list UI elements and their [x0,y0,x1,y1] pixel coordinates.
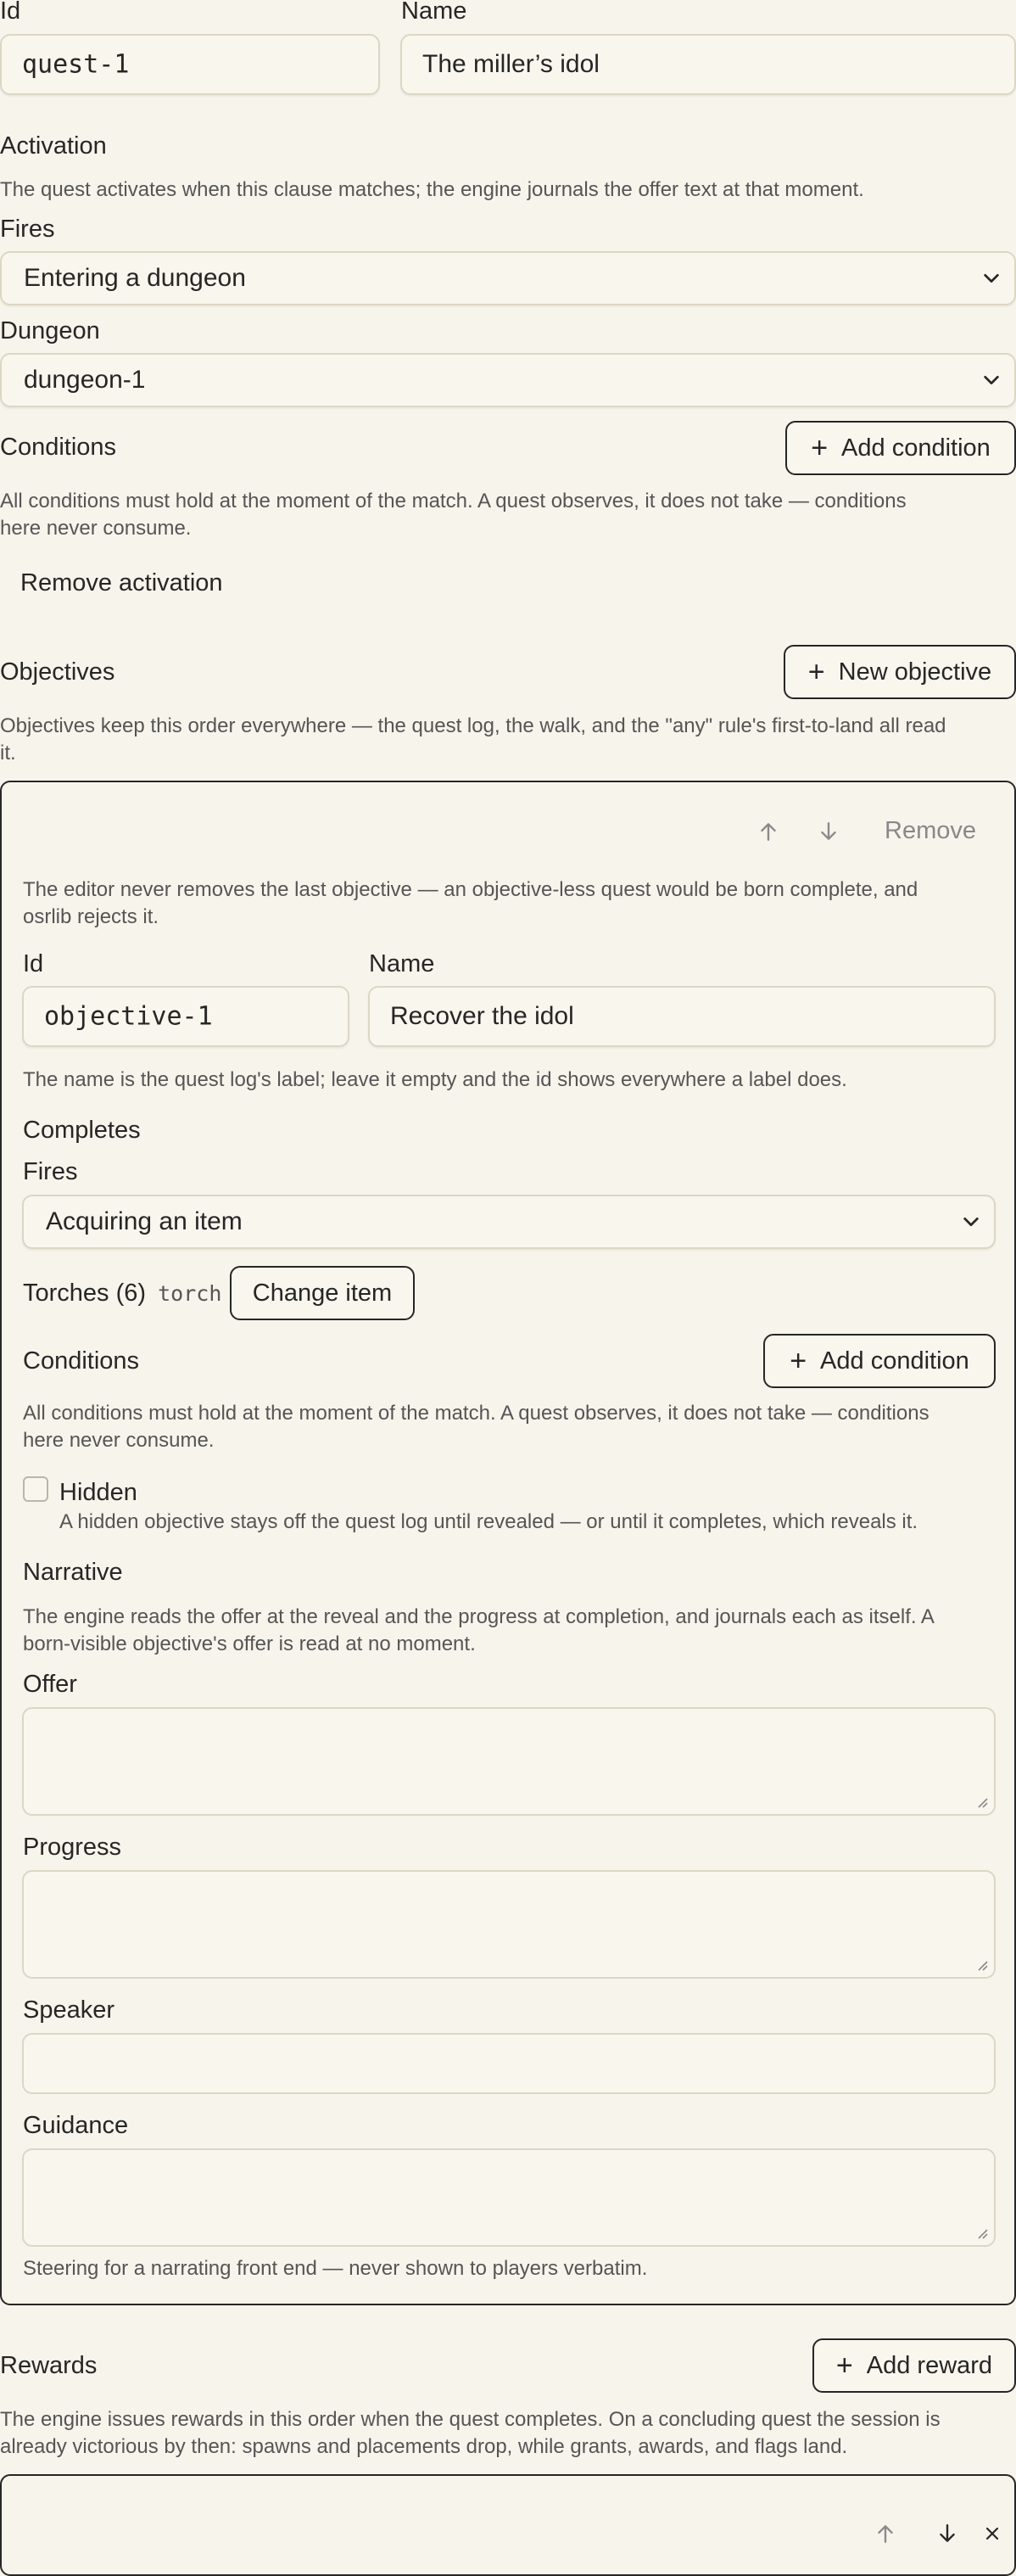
narrative-help-1: The engine reads the offer at the reveal and the progress at completion, and journals each as itself. A [23,1605,935,1628]
selected-item [23,1279,221,1308]
objective-add-condition-label: Add condition [820,1347,969,1375]
narrative-heading: Narrative [23,1559,123,1586]
objective-note-1: The editor never removes the last objective — an objective-less quest would be born complete, and [23,878,918,901]
speaker-label: Speaker [23,1996,115,2024]
objective-fires-select[interactable] [22,1195,996,1249]
activation-fires-value: Entering a dungeon [24,264,246,292]
guidance-textarea[interactable] [22,2148,996,2247]
objective-name-input[interactable] [368,986,996,1047]
selected-item-code: torch [158,1281,222,1306]
selected-item-label: Torches (6) [23,1280,147,1307]
objectives-heading: Objectives [0,658,115,686]
reward-remove-button[interactable] [975,2517,1009,2551]
rewards-help-1: The engine issues rewards in this order when the quest completes. On a concluding quest the session is [0,2408,941,2431]
plus-icon: + [811,432,829,464]
activation-fires-label: Fires [0,216,55,243]
plus-icon: + [807,656,825,688]
activation-conditions-help-1: All conditions must hold at the moment of the match. A quest observes, it does not take — conditions [0,490,907,512]
chevron-down-icon [962,1212,980,1231]
resize-grip-icon[interactable] [975,1958,989,1972]
activation-add-condition-button[interactable] [785,421,1016,475]
hidden-help: A hidden objective stays off the quest log until revealed — or until it completes, which reveals it. [59,1510,918,1533]
objective-card [0,781,1016,2305]
rewards-help-2: already victorious by then: spawns and placements drop, while grants, awards, and flags land. [0,2435,848,2458]
arrow-down-icon [936,2523,958,2545]
quest-name-input[interactable] [400,34,1016,95]
new-objective-button[interactable] [784,645,1016,699]
completes-heading: Completes [23,1117,141,1144]
objective-id-value: objective-1 [44,1001,213,1032]
objective-name-help: The name is the quest log's label; leave it empty and the id shows everywhere a label does. [23,1068,847,1091]
activation-add-condition-label: Add condition [841,434,991,462]
new-objective-label: New objective [838,658,992,686]
objective-conditions-help-1: All conditions must hold at the moment of the match. A quest observes, it does not take — conditions [23,1402,929,1425]
objectives-help-1: Objectives keep this order everywhere — the quest log, the walk, and the "any" rule's first-to-land all read [0,714,946,737]
objective-name-label: Name [369,950,435,977]
objective-id-label: Id [23,950,44,977]
guidance-label: Guidance [23,2112,129,2139]
objective-id-input[interactable] [22,986,349,1047]
objective-name-value: Recover the idol [390,1002,574,1030]
quest-id-label: Id [0,0,21,25]
reward-move-down-button[interactable] [930,2517,964,2551]
rewards-heading: Rewards [0,2352,98,2379]
chevron-down-icon [982,371,1001,389]
progress-label: Progress [23,1834,122,1861]
reward-card [0,2474,1016,2576]
remove-objective-button[interactable]: Remove [885,817,976,844]
arrow-up-icon [757,820,779,843]
activation-dungeon-value: dungeon-1 [24,366,146,394]
plus-icon: + [835,2349,853,2382]
offer-textarea[interactable] [22,1707,996,1816]
chevron-down-icon [982,269,1001,288]
progress-textarea[interactable] [22,1870,996,1979]
activation-fires-select[interactable] [0,251,1016,305]
resize-grip-icon[interactable] [975,1795,989,1809]
speaker-input[interactable] [22,2033,996,2094]
move-up-button[interactable] [751,815,785,848]
move-down-button[interactable] [812,815,846,848]
objective-fires-label: Fires [23,1158,78,1185]
activation-dungeon-select[interactable] [0,353,1016,407]
hidden-label[interactable]: Hidden [59,1479,137,1506]
resize-grip-icon[interactable] [975,2226,989,2240]
add-reward-label: Add reward [866,2351,993,2379]
objective-note-2: osrlib rejects it. [23,905,159,928]
remove-activation-button[interactable]: Remove activation [20,569,223,596]
close-icon [984,2525,1001,2542]
objectives-help-2: it. [0,742,16,764]
quest-name-value: The miller’s idol [422,50,600,78]
arrow-down-icon [818,820,840,843]
hidden-checkbox[interactable] [23,1476,48,1502]
reward-move-up-button[interactable] [868,2517,902,2551]
offer-label: Offer [23,1671,77,1698]
activation-conditions-label: Conditions [0,434,117,461]
activation-conditions-help-2: here never consume. [0,517,192,540]
quest-name-label: Name [401,0,467,25]
activation-help: The quest activates when this clause matches; the engine journals the offer text at that moment. [0,178,864,201]
quest-id-value: quest-1 [22,49,130,80]
objective-conditions-help-2: here never consume. [23,1429,215,1452]
objective-add-condition-button[interactable] [763,1334,996,1388]
activation-heading: Activation [0,132,107,160]
quest-id-input[interactable] [0,34,380,95]
narrative-help-2: born-visible objective's offer is read at no moment. [23,1632,476,1655]
activation-dungeon-label: Dungeon [0,317,100,344]
arrow-up-icon [874,2523,896,2545]
change-item-button[interactable]: Change item [230,1266,415,1320]
guidance-help: Steering for a narrating front end — never shown to players verbatim. [23,2257,648,2280]
add-reward-button[interactable] [812,2338,1016,2393]
objective-fires-value: Acquiring an item [46,1207,243,1235]
objective-conditions-label: Conditions [23,1347,140,1375]
plus-icon: + [790,1345,807,1377]
